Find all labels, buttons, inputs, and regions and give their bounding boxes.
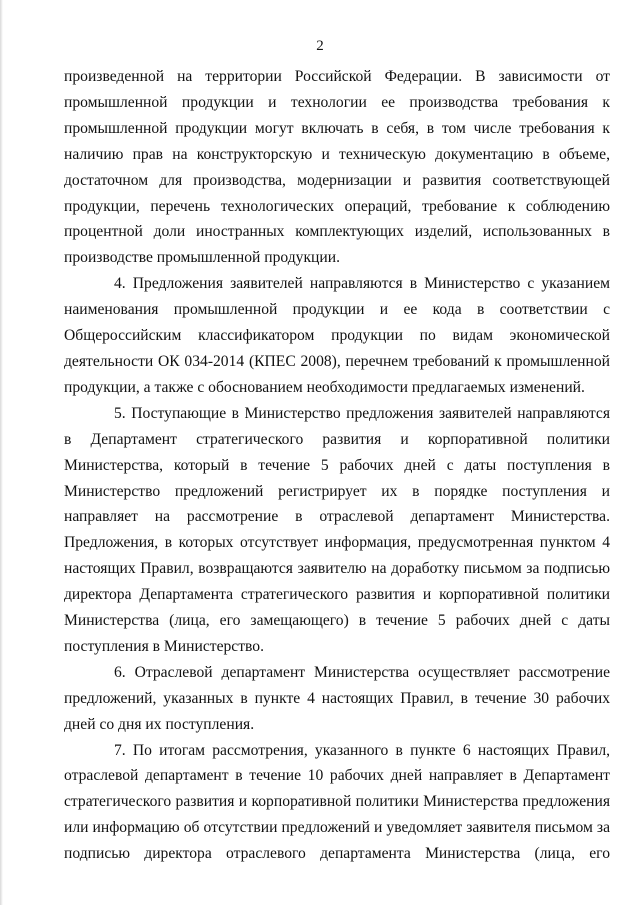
paragraph-item-6: 6. Отраслевой департамент Министерства осуществляет рассмотрение предложений, указанных в пункте 4 настоящих Правил, в течение 30 рабочих дней со дня их поступления. [64, 663, 610, 733]
paragraph-item-5: 5. Поступающие в Министерство предложения заявителей направляются в Департамент стратегического развития и корпоративной политики Министерства, который в течение 5 рабочих дней с даты поступления в Министерство предложений регистрирует их в порядке поступления и направляет на рассмотрение в отраслевой департамент Министерства. Предложения, в которых отсутствует информация, предусмотренная пунктом 4 настоящих Правил, возвращаются заявителю на доработку письмом за подписью директора Департамента стратегического развития и корпоративной политики Министерства (лица, его замещающего) в течение 5 рабочих дней с даты поступления в Министерство. [64, 404, 610, 655]
paragraph-item-4: 4. Предложения заявителей направляются в Министерство с указанием наименования промышленной продукции и ее кода в соответствии с Общероссийским классификатором продукции по видам экономической деятельности ОК 034-2014 (КПЕС 2008), перечнем требований к промышленной продукции, а также с обоснованием необходимости предлагаемых изменений. [64, 275, 610, 396]
page-number: 2 [316, 38, 324, 54]
paragraph-continuation: произведенной на территории Российской Федерации. В зависимости от промышленной продукции и технологии ее производства требования к промышленной продукции могут включать в себя, в том числе требования к наличию прав на конструкторскую и техническую документацию в объеме, достаточном для производства, модернизации и развития соответствующей продукции, перечень технологических операций, требование к соблюдению процентной доли иностранных комплектующих изделий, использованных в производстве промышленной продукции. [64, 68, 610, 267]
document-body [64, 64, 610, 867]
paragraph-item-7: 7. По итогам рассмотрения, указанного в пункте 6 настоящих Правил, отраслевой департамент в течение 10 рабочих дней направляет в Департамент стратегического развития и корпоративной политики Министерства предложения или информацию об отсутствии предложений и уведомляет заявителя письмом за подписью директора отраслевого департамента Министерства (лица, его [64, 741, 610, 863]
scan-edge-shadow [0, 0, 3, 905]
